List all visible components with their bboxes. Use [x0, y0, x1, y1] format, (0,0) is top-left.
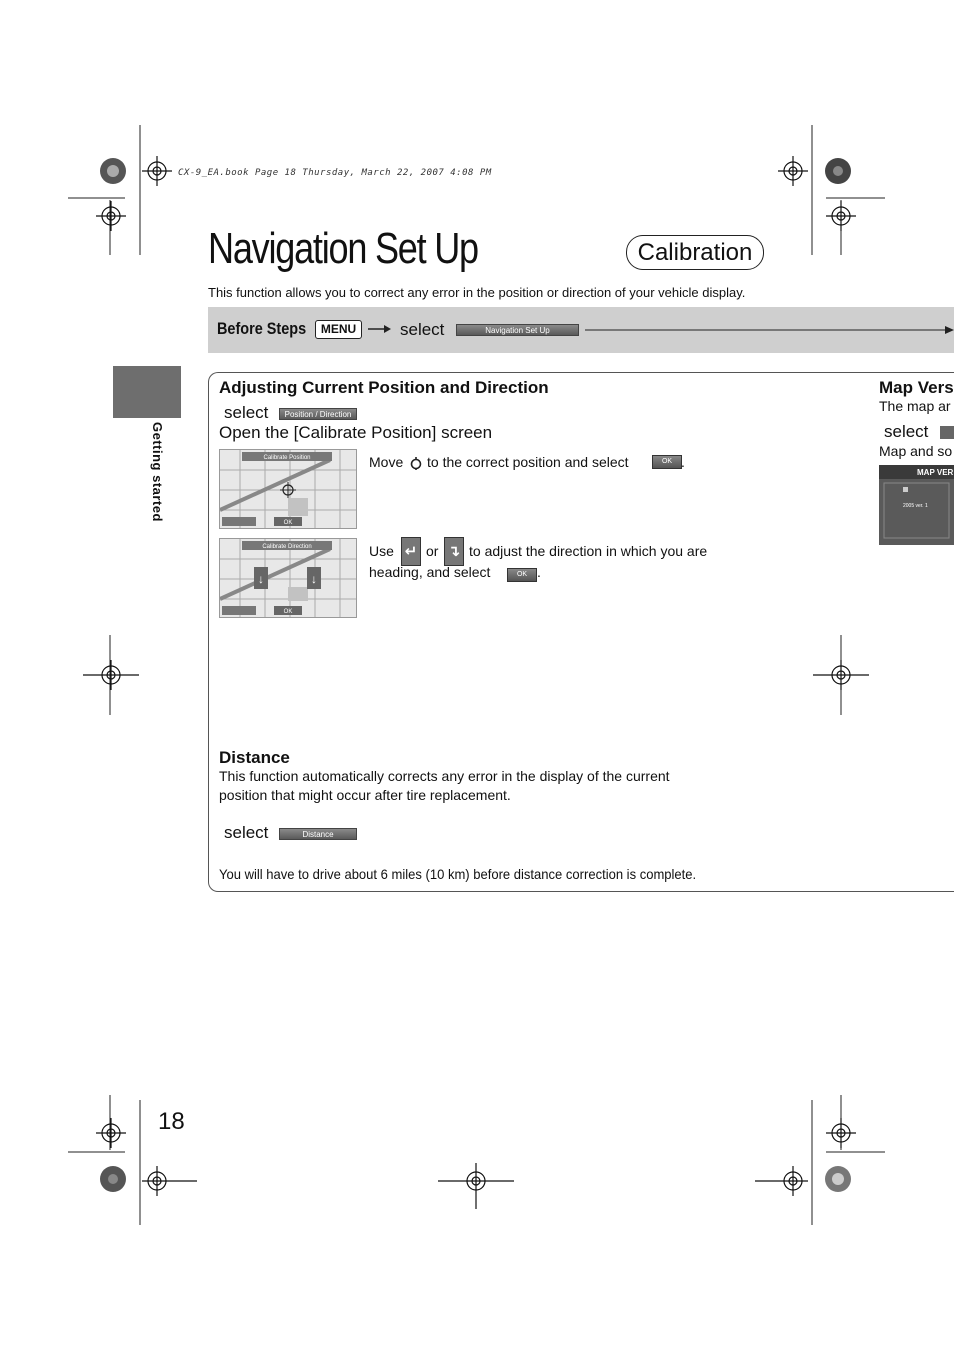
screen-title: MAP VER: [917, 468, 954, 477]
distance-note: You will have to drive about 6 miles (10 km) before distance correction is complete.: [219, 866, 697, 882]
intro-text: This function allows you to correct any error in the position or direction of your vehicle display.: [208, 285, 746, 300]
step2-end: .: [537, 564, 541, 580]
before-steps-label: Before Steps: [217, 319, 307, 338]
select-label: select: [400, 320, 445, 339]
select-label: select: [884, 422, 929, 441]
menu-key: MENU: [315, 320, 362, 339]
step2-line2: heading, and select: [369, 564, 491, 580]
select-label: select: [224, 823, 269, 842]
chapter-tab: [113, 366, 181, 418]
distance-line1: This function automatically corrects any error in the display of the current: [219, 768, 670, 784]
section-badge: Calibration: [626, 235, 764, 270]
step1-end: .: [681, 454, 685, 470]
ok-button: OK: [507, 568, 537, 582]
rotate-left-icon: ↵: [401, 537, 421, 566]
screen-text: 2005 ver. 1: [903, 503, 928, 509]
step2-or: or: [426, 543, 439, 559]
adjust-heading: Adjusting Current Position and Direction: [219, 378, 549, 397]
calibrate-direction-screenshot: [219, 538, 357, 618]
svg-text:↓: ↓: [311, 572, 317, 586]
thumb-ok: OK: [283, 609, 293, 615]
thumb-title: Calibrate Position: [263, 455, 311, 461]
page-title: Navigation Set Up: [208, 224, 478, 273]
arrow-right-icon: [368, 323, 392, 335]
distance-heading: Distance: [219, 748, 290, 767]
select-label: select: [224, 403, 269, 422]
distance-button: Distance: [279, 828, 357, 840]
long-arrow-icon: [585, 324, 954, 336]
svg-text:↓: ↓: [258, 572, 264, 586]
step1-move: Move: [369, 454, 404, 470]
print-header: CX-9_EA.book Page 18 Thursday, March 22, 2007 4:08 PM: [178, 168, 492, 178]
distance-line2: position that might occur after tire replacement.: [219, 787, 511, 803]
chapter-label: Getting started: [150, 422, 165, 522]
step2-rest: to adjust the direction in which you are: [469, 543, 708, 559]
calibrate-position-screenshot: [219, 449, 357, 529]
joystick-icon: [409, 456, 423, 470]
navigation-setup-button: Navigation Set Up: [456, 324, 579, 336]
thumb-ok: OK: [283, 520, 293, 526]
rotate-right-icon: ↴: [444, 537, 464, 566]
step1-rest: to the correct position and select: [427, 454, 629, 470]
position-direction-button: Position / Direction: [279, 408, 357, 420]
map-version-heading: Map Vers: [879, 378, 954, 397]
map-version-line1: The map ar: [879, 398, 951, 414]
map-version-button: [940, 426, 954, 439]
map-version-screenshot: [879, 465, 954, 545]
map-version-line2: Map and so: [879, 443, 953, 459]
page-number: 18: [158, 1108, 185, 1135]
thumb-title: Calibrate Direction: [262, 544, 312, 550]
step2-use: Use: [369, 543, 394, 559]
ok-button: OK: [652, 455, 682, 469]
open-screen-text: Open the [Calibrate Position] screen: [219, 423, 493, 442]
